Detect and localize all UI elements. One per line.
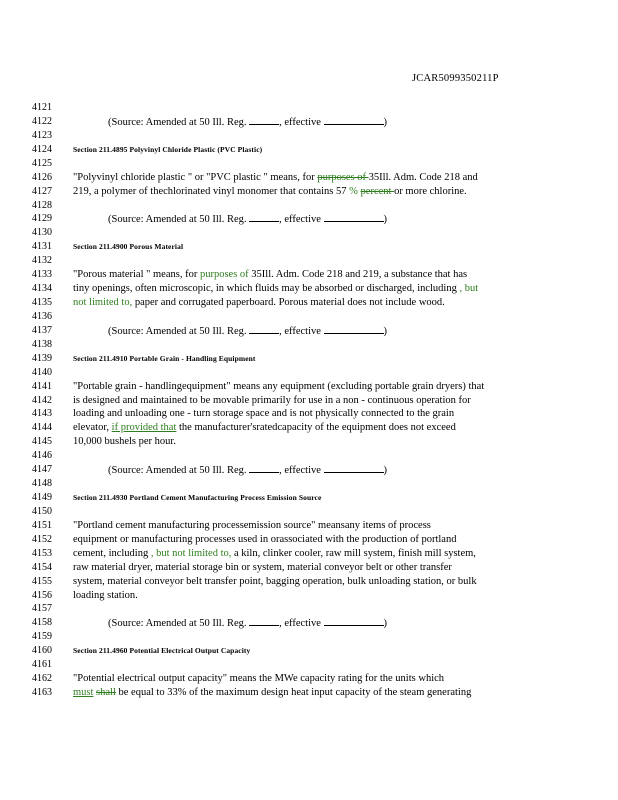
fill-in-blank	[324, 324, 384, 334]
inserted-text: %	[349, 185, 358, 197]
document-line	[0, 171, 618, 184]
text-run: system, material conveyor belt transfer point, bagging operation, bulk unloading station, or bulk	[73, 575, 477, 587]
deleted-text: shall	[96, 687, 116, 699]
document-line	[0, 589, 618, 602]
text-run: (Source: Amended at 50 Ill. Reg.	[108, 325, 250, 337]
text-run: elevator,	[73, 422, 112, 434]
document-line	[0, 407, 618, 420]
text-run: , effective	[279, 116, 324, 128]
document-line	[0, 547, 618, 560]
line-text	[73, 282, 478, 295]
line-number: 4157	[32, 603, 52, 615]
document-line	[0, 282, 618, 295]
inserted-text: must	[73, 687, 94, 699]
text-run: tiny openings, often microscopic, in which fluids may be absorbed or discharged, including	[73, 283, 460, 295]
line-text	[73, 296, 445, 309]
inserted-text: if provided that	[111, 422, 177, 434]
text-run: raw material dryer, material storage bin or system, material conveyor belt or other transfer	[73, 561, 452, 573]
document-line	[0, 101, 618, 114]
fill-in-blank	[249, 463, 279, 473]
fill-in-blank	[324, 212, 384, 222]
deleted-text: percent	[360, 185, 395, 197]
line-number: 4161	[32, 659, 52, 671]
text-run: )	[383, 325, 388, 337]
section-heading	[73, 352, 256, 365]
line-number: 4141	[32, 380, 52, 392]
text-run: Section 211.4930 Portland Cement Manufacturing Process Emission Source	[73, 493, 322, 503]
line-number: 4134	[32, 283, 52, 295]
text-run: "Portable grain - handlingequipment" means any equipment (excluding portable grain dryers) that	[73, 380, 485, 392]
line-number: 4132	[32, 255, 52, 267]
inserted-text: purposes of	[199, 269, 249, 281]
text-run: )	[383, 214, 388, 226]
text-run: , effective	[279, 325, 324, 337]
document-line	[0, 129, 618, 142]
line-number: 4148	[32, 478, 52, 490]
document-line	[0, 602, 618, 615]
fill-in-blank	[324, 616, 384, 626]
fill-in-blank	[249, 324, 279, 334]
line-text	[73, 421, 456, 434]
line-text	[73, 394, 471, 407]
line-number: 4138	[32, 338, 52, 350]
line-number: 4124	[32, 143, 52, 155]
text-run: a kiln, clinker cooler, raw mill system, finish mill system,	[231, 547, 476, 559]
line-number: 4143	[32, 408, 52, 420]
text-run: 219, a polymer of thechlorinated vinyl monomer that contains 57	[73, 185, 350, 197]
document-line	[0, 616, 618, 629]
line-text	[73, 561, 452, 574]
fill-in-blank	[249, 115, 279, 125]
text-run: loading station.	[73, 589, 138, 601]
line-number: 4152	[32, 533, 52, 545]
line-number: 4131	[32, 241, 52, 253]
document-line	[0, 644, 618, 657]
line-number: 4133	[32, 269, 52, 281]
line-text	[73, 171, 478, 184]
line-number: 4147	[32, 464, 52, 476]
line-number: 4151	[32, 519, 52, 531]
document-line	[0, 212, 618, 225]
document-line	[0, 254, 618, 267]
line-number: 4158	[32, 617, 52, 629]
text-run: Section 211.4900 Porous Material	[73, 242, 184, 252]
document-line	[0, 143, 618, 156]
line-text	[73, 686, 471, 699]
text-run: )	[383, 618, 388, 630]
section-heading	[73, 491, 321, 504]
document-line	[0, 421, 618, 434]
text-run: (Source: Amended at 50 Ill. Reg.	[108, 465, 250, 477]
fill-in-blank	[324, 463, 384, 473]
source-note	[108, 616, 387, 630]
document-line	[0, 575, 618, 588]
document-line	[0, 352, 618, 365]
line-number: 4140	[32, 366, 52, 378]
section-heading	[73, 143, 262, 156]
source-note	[108, 463, 387, 477]
document-line	[0, 672, 618, 685]
text-run: , effective	[279, 214, 324, 226]
text-run: paper and corrugated paperboard. Porous material does not include wood.	[132, 297, 445, 309]
text-run: )	[383, 116, 388, 128]
document-line	[0, 324, 618, 337]
line-number: 4129	[32, 213, 52, 225]
document-line	[0, 185, 618, 198]
line-text	[73, 519, 431, 532]
text-run: Section 211.4960 Potential Electrical Output Capacity	[73, 646, 251, 656]
line-number: 4126	[32, 171, 52, 183]
line-number: 4150	[32, 505, 52, 517]
text-run: 35Ill. Adm. Code 218 and 219, a substance that has	[248, 269, 468, 281]
text-run: (Source: Amended at 50 Ill. Reg.	[108, 214, 250, 226]
document-line	[0, 505, 618, 518]
document-line	[0, 394, 618, 407]
line-number: 4159	[32, 631, 52, 643]
text-run: "Portland cement manufacturing processemission source" meansany items of process	[73, 519, 431, 531]
line-number: 4156	[32, 589, 52, 601]
line-number: 4162	[32, 673, 52, 685]
text-run: 35Ill. Adm. Code 218 and	[368, 171, 478, 183]
line-number: 4149	[32, 492, 52, 504]
section-heading	[73, 644, 250, 657]
text-run: "Polyvinyl chloride plastic " or "PVC plastic " means, for	[73, 171, 318, 183]
text-run: , effective	[279, 465, 324, 477]
document-id: JCAR5099350211P	[412, 73, 499, 84]
text-run: (Source: Amended at 50 Ill. Reg.	[108, 618, 250, 630]
text-run: )	[383, 465, 388, 477]
document-line	[0, 366, 618, 379]
line-number: 4137	[32, 324, 52, 336]
text-run: , effective	[279, 618, 324, 630]
line-number: 4146	[32, 450, 52, 462]
line-text	[73, 547, 476, 560]
fill-in-blank	[249, 616, 279, 626]
line-number: 4163	[32, 687, 52, 699]
inserted-text: , but	[459, 283, 479, 295]
text-run: equipment or manufacturing processes used in orassociated with the production of portland	[73, 533, 457, 545]
document-line	[0, 533, 618, 546]
text-run: the manufacturer'sratedcapacity of the equipment does not exceed	[176, 422, 456, 434]
line-text	[73, 672, 444, 685]
text-run: "Potential electrical output capacity" means the MWe capacity rating for the units which	[73, 673, 445, 685]
inserted-text: , but not limited to,	[150, 547, 232, 559]
line-number: 4142	[32, 394, 52, 406]
text-run: Section 211.4910 Portable Grain - Handling Equipment	[73, 353, 256, 363]
source-note	[108, 212, 387, 226]
line-number: 4121	[32, 102, 52, 113]
fill-in-blank	[324, 115, 384, 125]
section-heading	[73, 240, 183, 253]
line-number: 4155	[32, 575, 52, 587]
line-text	[73, 435, 176, 448]
line-number: 4122	[32, 115, 52, 127]
source-note	[108, 324, 387, 338]
document-line	[0, 491, 618, 504]
line-number: 4136	[32, 310, 52, 322]
text-run: loading and unloading one - turn storage space and is not physically connected to the grain	[73, 408, 455, 420]
line-text	[73, 575, 477, 588]
line-number: 4153	[32, 547, 52, 559]
document-line	[0, 338, 618, 351]
document-line	[0, 226, 618, 239]
line-number: 4144	[32, 422, 52, 434]
document-line	[0, 296, 618, 309]
line-number: 4154	[32, 561, 52, 573]
deleted-text: purposes of	[317, 171, 369, 183]
source-note	[108, 115, 387, 129]
text-run: be equal to 33% of the maximum design heat input capacity of the steam generating	[115, 687, 472, 699]
line-number: 4123	[32, 129, 52, 141]
line-number: 4128	[32, 199, 52, 211]
text-run: "Porous material " means, for	[73, 269, 200, 281]
line-number: 4160	[32, 645, 52, 657]
line-number: 4135	[32, 297, 52, 309]
line-number: 4130	[32, 227, 52, 239]
text-run: cement, including	[73, 547, 151, 559]
document-line	[0, 310, 618, 323]
document-line	[0, 686, 618, 699]
line-number: 4125	[32, 157, 52, 169]
line-text	[73, 185, 467, 198]
document-line	[0, 630, 618, 643]
document-line	[0, 463, 618, 476]
document-line	[0, 477, 618, 490]
inserted-text: not limited to,	[73, 297, 133, 309]
document-line	[0, 561, 618, 574]
text-run: Section 211.4895 Polyvinyl Chloride Plastic (PVC Plastic)	[73, 144, 263, 154]
line-number: 4145	[32, 436, 52, 448]
document-line	[0, 435, 618, 448]
line-text	[73, 533, 456, 546]
text-run: (Source: Amended at 50 Ill. Reg.	[108, 116, 250, 128]
document-line	[0, 519, 618, 532]
line-text	[73, 268, 467, 281]
line-text	[73, 380, 484, 393]
document-line	[0, 240, 618, 253]
line-number: 4127	[32, 185, 52, 197]
document-line	[0, 658, 618, 671]
fill-in-blank	[249, 212, 279, 222]
line-text	[73, 407, 454, 420]
text-run: 10,000 bushels per hour.	[73, 436, 176, 448]
document-line	[0, 380, 618, 393]
document-line	[0, 449, 618, 462]
text-run: is designed and maintained to be movable primarily for use in a non - continuous operation for	[73, 394, 471, 406]
document-line	[0, 268, 618, 281]
document-line	[0, 115, 618, 128]
line-number: 4139	[32, 352, 52, 364]
document-line	[0, 157, 618, 170]
document-line	[0, 199, 618, 212]
text-run: or more chlorine.	[394, 185, 467, 197]
line-text	[73, 589, 138, 602]
